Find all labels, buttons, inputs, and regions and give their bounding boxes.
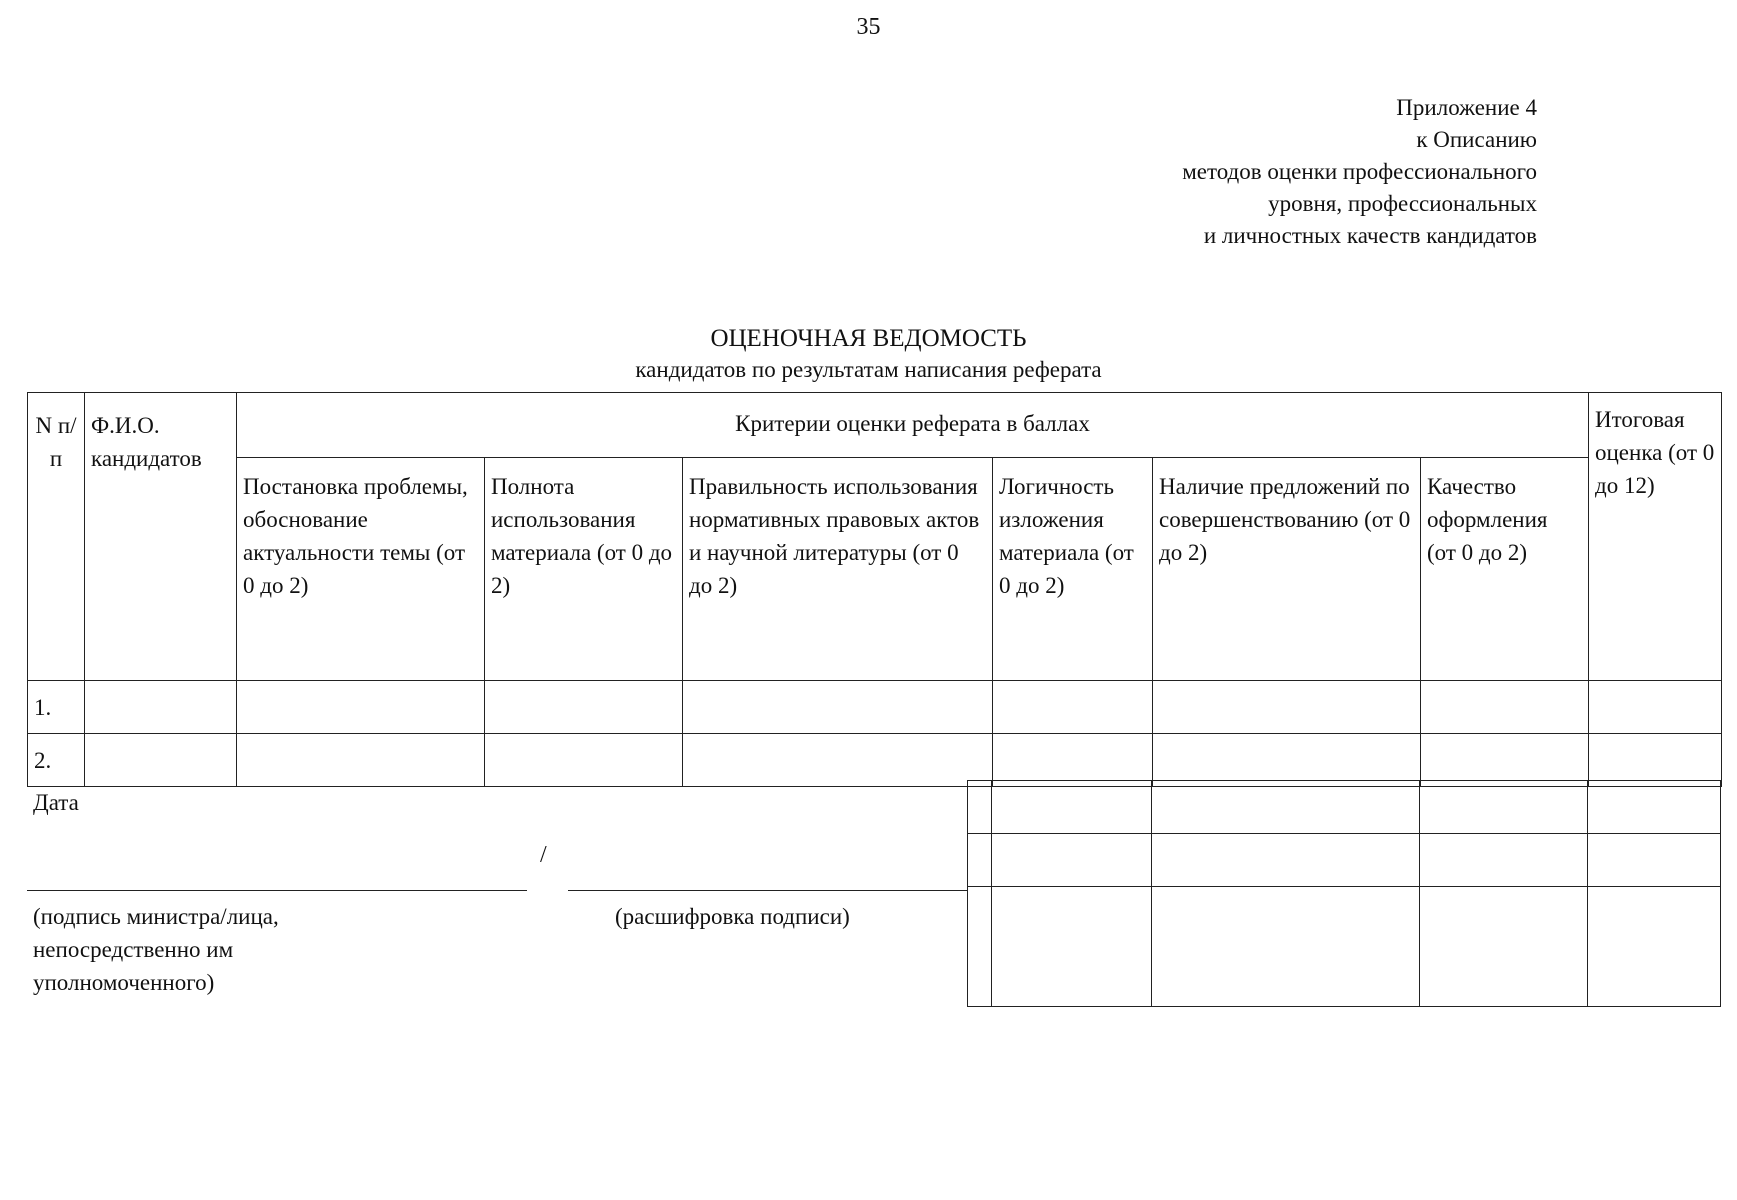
appendix-line: методов оценки профессионального xyxy=(1182,159,1537,184)
table-cell xyxy=(1588,834,1721,887)
header-number: N п/п xyxy=(28,393,85,681)
table-cell xyxy=(485,681,683,734)
table-cell xyxy=(992,887,1152,1007)
table-cell xyxy=(1589,681,1722,734)
document-subtitle: кандидатов по результатам написания реферата xyxy=(635,357,1102,382)
table-cell xyxy=(1588,781,1721,834)
table-cell xyxy=(1153,734,1421,787)
table-cell xyxy=(993,681,1153,734)
table-cell xyxy=(237,734,485,787)
criterion-header: Полнота использования материала (от 0 до 2) xyxy=(485,458,683,681)
table-cell xyxy=(992,781,1152,834)
document-title: ОЦЕНОЧНАЯ ВЕДОМОСТЬ xyxy=(710,325,1027,352)
table-cell xyxy=(1152,781,1420,834)
table-cell xyxy=(485,734,683,787)
criterion-header: Логичность изложения материала (от 0 до 2) xyxy=(993,458,1153,681)
header-final-score: Итоговая оценка (от 0 до 12) xyxy=(1589,393,1722,681)
table-cell xyxy=(1420,887,1588,1007)
criterion-header: Наличие предложений по совершенствованию (от 0 до 2) xyxy=(1153,458,1421,681)
table-cell xyxy=(1420,781,1588,834)
table-row xyxy=(28,681,1722,734)
date-label: Дата xyxy=(33,790,79,815)
criterion-header: Качество оформления (от 0 до 2) xyxy=(1421,458,1589,681)
table-cell xyxy=(993,734,1153,787)
table-cell xyxy=(1152,834,1420,887)
table-cell xyxy=(1589,734,1722,787)
header-fio: Ф.И.О. кандидатов xyxy=(85,393,237,681)
table-cell xyxy=(683,681,993,734)
decoding-line xyxy=(568,890,968,891)
appendix-line: и личностных качеств кандидатов xyxy=(1203,223,1537,248)
table-cell xyxy=(968,781,992,834)
evaluation-table xyxy=(27,392,1722,787)
appendix-line: Приложение 4 xyxy=(1396,95,1537,120)
criterion-header: Правильность использования нормативных правовых актов и научной литературы (от 0 до 2) xyxy=(683,458,993,681)
table-cell xyxy=(85,681,237,734)
appendix-line: к Описанию xyxy=(1416,127,1537,152)
signature-caption: (подпись министра/лица, непосредственно им уполномоченного) xyxy=(33,904,279,995)
table-continuation xyxy=(967,780,1721,1007)
table-cell xyxy=(1421,734,1589,787)
signature-line xyxy=(27,890,527,891)
table-cell xyxy=(85,734,237,787)
table-cell xyxy=(992,834,1152,887)
row-number: 2. xyxy=(28,734,85,787)
table-cell xyxy=(1421,681,1589,734)
table-cell xyxy=(968,834,992,887)
page-number: 35 xyxy=(856,14,881,40)
table-cell xyxy=(1152,887,1420,1007)
table-cell xyxy=(683,734,993,787)
decoding-caption: (расшифровка подписи) xyxy=(615,904,850,929)
table-cell xyxy=(1420,834,1588,887)
header-criteria: Критерии оценки реферата в баллах xyxy=(237,393,1589,458)
row-number: 1. xyxy=(28,681,85,734)
table-cell xyxy=(968,887,992,1007)
signature-separator: / xyxy=(540,842,547,868)
table-cell xyxy=(1588,887,1721,1007)
appendix-note xyxy=(1182,92,1537,252)
table-row xyxy=(28,734,1722,787)
criterion-header: Постановка проблемы, обоснование актуальности темы (от 0 до 2) xyxy=(237,458,485,681)
table-cell xyxy=(237,681,485,734)
appendix-line: уровня, профессиональных xyxy=(1268,191,1537,216)
table-cell xyxy=(1153,681,1421,734)
